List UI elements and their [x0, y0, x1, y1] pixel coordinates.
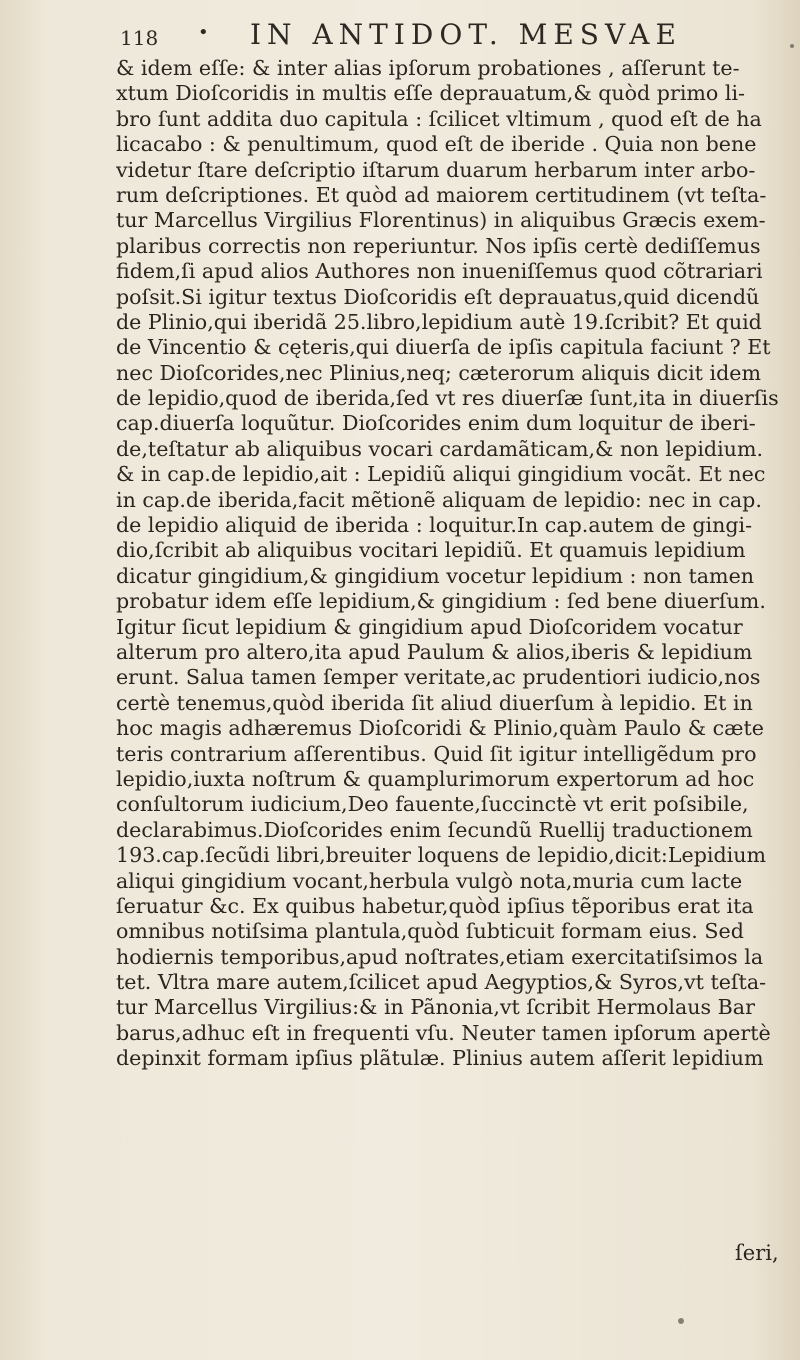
page-number: 118 — [120, 26, 159, 50]
ink-spot — [678, 1318, 684, 1324]
text-line: cap.diuerſa loquũtur. Dioſcorides enim dum loquitur de iberi- — [116, 411, 756, 436]
text-line: Igitur ſicut lepidium & gingidium apud Dioſcoridem vocatur — [116, 614, 743, 639]
text-line: depinxit formam ipſius plãtulæ. Plinius autem aſſerit lepidium — [116, 1046, 764, 1071]
text-line: erunt. Salua tamen ſemper veritate,ac prudentiori iudicio,nos — [116, 665, 761, 690]
text-line: hodiernis temporibus,apud noſtrates,etiam exercitatiſsimos la — [116, 944, 764, 969]
text-line: tur Marcellus Virgilius:& in Pãnonia,vt ſcribit Hermolaus Bar — [116, 995, 755, 1020]
text-line: tur Marcellus Virgilius Florentinus) in aliquibus Græcis exem- — [116, 208, 766, 233]
text-line: conſultorum iudicium,Deo fauente,ſuccinctè vt erit poſsibile, — [116, 792, 749, 817]
text-line: nec Dioſcorides,nec Plinius,neq; cæterorum aliquis dicit idem — [116, 360, 761, 385]
text-line: bro ſunt addita duo capitula : ſcilicet vltimum , quod eſt de ha — [116, 106, 762, 131]
catchword: ſeri, — [735, 1241, 779, 1265]
text-line: dio,ſcribit ab aliquibus vocitari lepidiũ. Et quamuis lepidium — [116, 538, 746, 563]
header-ornament: • — [198, 22, 209, 43]
text-line: & in cap.de lepidio,ait : Lepidiũ aliqui gingidium vocãt. Et nec — [116, 462, 766, 487]
text-line: plaribus correctis non reperiuntur. Nos ipſis certè dediſſemus — [116, 233, 761, 258]
text-line: probatur idem eſſe lepidium,& gingidium : ſed bene diuerſum. — [116, 589, 766, 614]
text-line: & idem eſſe: & inter alias ipſorum probationes , aſſerunt te- — [116, 56, 740, 80]
text-line — [116, 1173, 786, 1198]
text-line: barus,adhuc eſt in frequenti vſu. Neuter tamen ipſorum apertè — [116, 1020, 771, 1045]
text-line: alterum pro altero,ita apud Paulum & alios,iberis & lepidium — [116, 639, 753, 664]
page-header — [110, 14, 800, 54]
text-line: de,teſtatur ab aliquibus vocari cardamãticam,& non lepidium. — [116, 436, 764, 461]
text-line: de Vincentio & cęteris,qui diuerſa de ipſis capitula faciunt ? Et — [116, 335, 771, 360]
text-line — [116, 1097, 786, 1122]
text-line: aliqui gingidium vocant,herbula vulgò nota,muria cum lacte — [116, 868, 743, 893]
text-line: hoc magis adhæremus Dioſcoridi & Plinio,quàm Paulo & cæte — [116, 716, 764, 741]
text-line: certè tenemus,quòd iberida ſit aliud diuerſum à lepidio. Et in — [116, 690, 753, 715]
text-line: teris contrarium aſſerentibus. Quid ſit igitur intelligẽdum pro — [116, 741, 757, 766]
text-line: xtum Dioſcoridis in multis eſſe deprauatum,& quòd primo li- — [116, 81, 746, 106]
ink-spot — [790, 44, 794, 48]
text-line — [116, 1224, 786, 1249]
text-line: 193.cap.ſecũdi libri,breuiter loquens de lepidio,dicit:Lepidium — [116, 843, 767, 868]
text-line — [116, 1199, 786, 1224]
text-line: dicatur gingidium,& gingidium vocetur lepidium : non tamen — [116, 563, 755, 588]
text-line: fidem,ſi apud alios Authores non inueniſſemus quod cõtrariari — [116, 259, 763, 284]
text-line: de Plinio,qui iberidã 25.libro,lepidium autè 19.ſcribit? Et quid — [116, 309, 762, 334]
text-line: videtur ſtare deſcriptio iſtarum duarum herbarum inter arbo- — [116, 157, 756, 182]
text-line: tet. Vltra mare autem,ſcilicet apud Aegyptios,& Syros,vt teſta- — [116, 970, 767, 995]
text-line — [116, 1148, 786, 1173]
text-line — [116, 1072, 786, 1097]
text-line: declarabimus.Dioſcorides enim ſecundũ Ruellij traductionem — [116, 817, 753, 842]
text-line: omnibus notiſsima plantula,quòd ſubticuit formam eius. Sed — [116, 919, 744, 944]
text-line: licacabo : & penultimum, quod eſt de iberide . Quia non bene — [116, 132, 757, 157]
text-line — [116, 1122, 786, 1147]
text-line: rum deſcriptiones. Et quòd ad maiorem certitudinem (vt teſta- — [116, 182, 767, 207]
text-line: ſeruatur &c. Ex quibus habetur,quòd ipſius tẽporibus erat ita — [116, 893, 754, 918]
running-head: IN ANTIDOT. MESVAE — [250, 18, 682, 51]
body-text — [116, 56, 786, 1249]
text-line: de lepidio aliquid de iberida : loquitur.In cap.autem de gingi- — [116, 513, 753, 538]
text-line: in cap.de iberida,facit mẽtionẽ aliquam de lepidio: nec in cap. — [116, 487, 762, 512]
text-line: de lepidio,quod de iberida,ſed vt res diuerſæ ſunt,ita in diuerſis — [116, 386, 779, 411]
text-line: poſsit.Si igitur textus Dioſcoridis eſt deprauatus,quid dicendũ — [116, 284, 760, 309]
text-line: lepidio,iuxta noſtrum & quamplurimorum expertorum ad hoc — [116, 766, 755, 791]
